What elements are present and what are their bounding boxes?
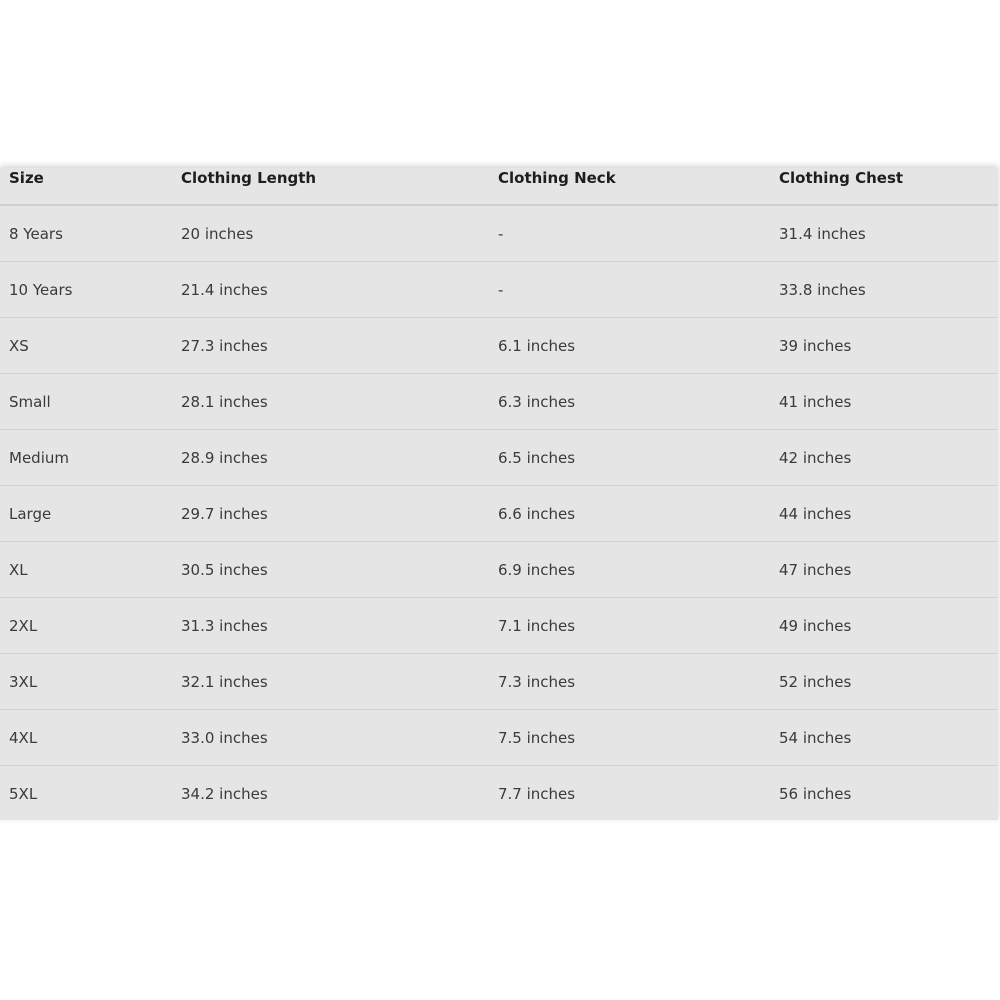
length-cell: 27.3 inches xyxy=(181,336,268,355)
size-cell: Small xyxy=(9,392,51,411)
chest-cell: 31.4 inches xyxy=(779,224,866,243)
length-cell: 32.1 inches xyxy=(181,672,268,691)
length-cell: 30.5 inches xyxy=(181,560,268,579)
size-cell: Large xyxy=(9,504,52,523)
table-row xyxy=(0,318,998,374)
length-cell: 29.7 inches xyxy=(181,504,268,523)
table-row xyxy=(0,206,998,262)
table-row xyxy=(0,430,998,486)
table-row xyxy=(0,598,998,654)
size-chart-table xyxy=(0,168,998,820)
length-cell: 28.9 inches xyxy=(181,448,268,467)
neck-cell: 7.5 inches xyxy=(498,728,576,747)
length-cell: 28.1 inches xyxy=(181,392,268,411)
size-cell: 2XL xyxy=(9,616,38,635)
size-cell: 3XL xyxy=(9,672,38,691)
header-clothing-chest: Clothing Chest xyxy=(779,169,904,187)
table-row xyxy=(0,262,998,318)
neck-cell: 7.7 inches xyxy=(498,785,576,803)
chest-cell: 42 inches xyxy=(779,448,852,467)
neck-cell: - xyxy=(498,280,504,299)
chest-cell: 54 inches xyxy=(779,728,852,747)
size-cell: XL xyxy=(9,560,28,579)
chest-cell: 39 inches xyxy=(779,336,852,355)
length-cell: 33.0 inches xyxy=(181,728,268,747)
table-row xyxy=(0,766,998,822)
table-header-row xyxy=(0,168,998,206)
table-row xyxy=(0,486,998,542)
neck-cell: 6.6 inches xyxy=(498,504,576,523)
neck-cell: 6.9 inches xyxy=(498,560,576,579)
chest-cell: 41 inches xyxy=(779,392,852,411)
chest-cell: 47 inches xyxy=(779,560,852,579)
chest-cell: 44 inches xyxy=(779,504,852,523)
size-cell: 4XL xyxy=(9,728,38,747)
table-row xyxy=(0,542,998,598)
length-cell: 21.4 inches xyxy=(181,280,268,299)
neck-cell: 6.3 inches xyxy=(498,392,576,411)
neck-cell: 7.1 inches xyxy=(498,616,576,635)
chest-cell: 52 inches xyxy=(779,672,852,691)
chest-cell: 56 inches xyxy=(779,785,852,803)
neck-cell: 6.5 inches xyxy=(498,448,576,467)
table-row xyxy=(0,374,998,430)
header-clothing-length: Clothing Length xyxy=(181,169,317,187)
length-cell: 34.2 inches xyxy=(181,785,268,803)
chest-cell: 49 inches xyxy=(779,616,852,635)
neck-cell: 6.1 inches xyxy=(498,336,576,355)
size-cell: 8 Years xyxy=(9,224,63,243)
length-cell: 20 inches xyxy=(181,224,254,243)
chest-cell: 33.8 inches xyxy=(779,280,866,299)
neck-cell: - xyxy=(498,224,504,243)
size-cell: Medium xyxy=(9,448,69,467)
size-cell: 10 Years xyxy=(9,280,73,299)
size-cell: 5XL xyxy=(9,785,38,803)
table-row xyxy=(0,654,998,710)
header-clothing-neck: Clothing Neck xyxy=(498,169,616,187)
neck-cell: 7.3 inches xyxy=(498,672,576,691)
table-row xyxy=(0,710,998,766)
size-cell: XS xyxy=(9,336,29,355)
header-size: Size xyxy=(9,169,44,187)
length-cell: 31.3 inches xyxy=(181,616,268,635)
